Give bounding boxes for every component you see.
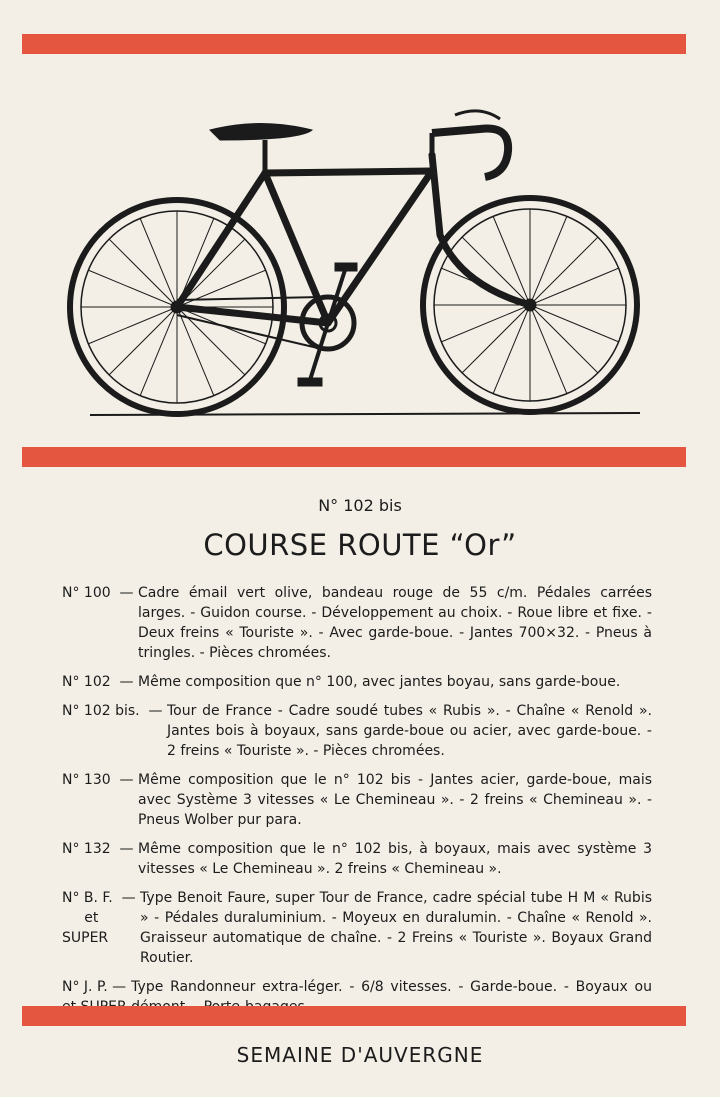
bicycle-icon	[60, 95, 660, 425]
footer-text: SEMAINE D'AUVERGNE	[236, 1043, 484, 1067]
spec-text: Même composition que le n° 102 bis, à boyaux, mais avec système 3 vitesses « Le Chemineau ». 2 freins « Chemineau ».	[138, 841, 652, 877]
spec-text: Type Benoit Faure, super Tour de France, cadre spécial tube H M « Rubis » - Pédales duraluminium. - Moyeux en duralumin. - Chaîne « Renold ». Graisseur automatique de chaîne. - 2 Freins « Touriste ». Boyaux Grand Routier.	[140, 890, 652, 966]
model-number: N° 102 bis	[318, 496, 402, 515]
spec-code: N° 132 —	[62, 841, 138, 857]
spec-code: N° 102 —	[62, 674, 138, 690]
spec-item-bf	[62, 888, 652, 968]
spec-text: Même composition que n° 100, avec jantes boyau, sans garde-boue.	[138, 674, 621, 690]
spec-code: N° 100 —	[62, 585, 138, 601]
page-title: COURSE ROUTE “Or”	[203, 528, 517, 562]
bottom-red-band	[22, 1006, 686, 1026]
spec-text: Cadre émail vert olive, bandeau rouge de 55 c/m. Pédales carrées larges. - Guidon course. - Développement au choix. - Roue libre et fixe. - Deux freins « Touriste ». - Avec garde-boue. - Jantes 700×32. - Pneus à tringles. - Pièces chromées.	[138, 585, 652, 661]
spec-item-130	[62, 770, 652, 830]
spec-code: N° 130 —	[62, 772, 138, 788]
spec-text: Tour de France - Cadre soudé tubes « Rubis ». - Chaîne « Renold ». Jantes bois à boyaux, sans garde-boue ou acier, avec garde-boue. - 2 freins « Touriste ». - Pièces chromées.	[166, 703, 652, 759]
spec-item-102	[62, 672, 652, 692]
spec-item-102-bis	[62, 701, 652, 761]
spec-code: N° 102 bis. —	[62, 703, 167, 719]
bicycle-illustration	[60, 95, 660, 425]
middle-red-band	[22, 447, 686, 467]
spec-text: Même composition que le n° 102 bis - Jantes acier, garde-boue, mais avec Système 3 vitesses « Le Chemineau ». - 2 freins « Chemineau ». - Pneus Wolber pur para.	[138, 772, 652, 828]
spec-code: N° B. F. — et SUPER	[62, 890, 136, 946]
spec-item-132	[62, 839, 652, 879]
spec-list	[62, 583, 652, 1026]
top-red-band	[22, 34, 686, 54]
spec-code: N° J. P. —	[62, 979, 127, 995]
spec-text: Type Randonneur extra-léger. - 6/8 vitesses. - Garde-boue. - Boyaux ou	[131, 979, 652, 995]
spec-item-100	[62, 583, 652, 663]
